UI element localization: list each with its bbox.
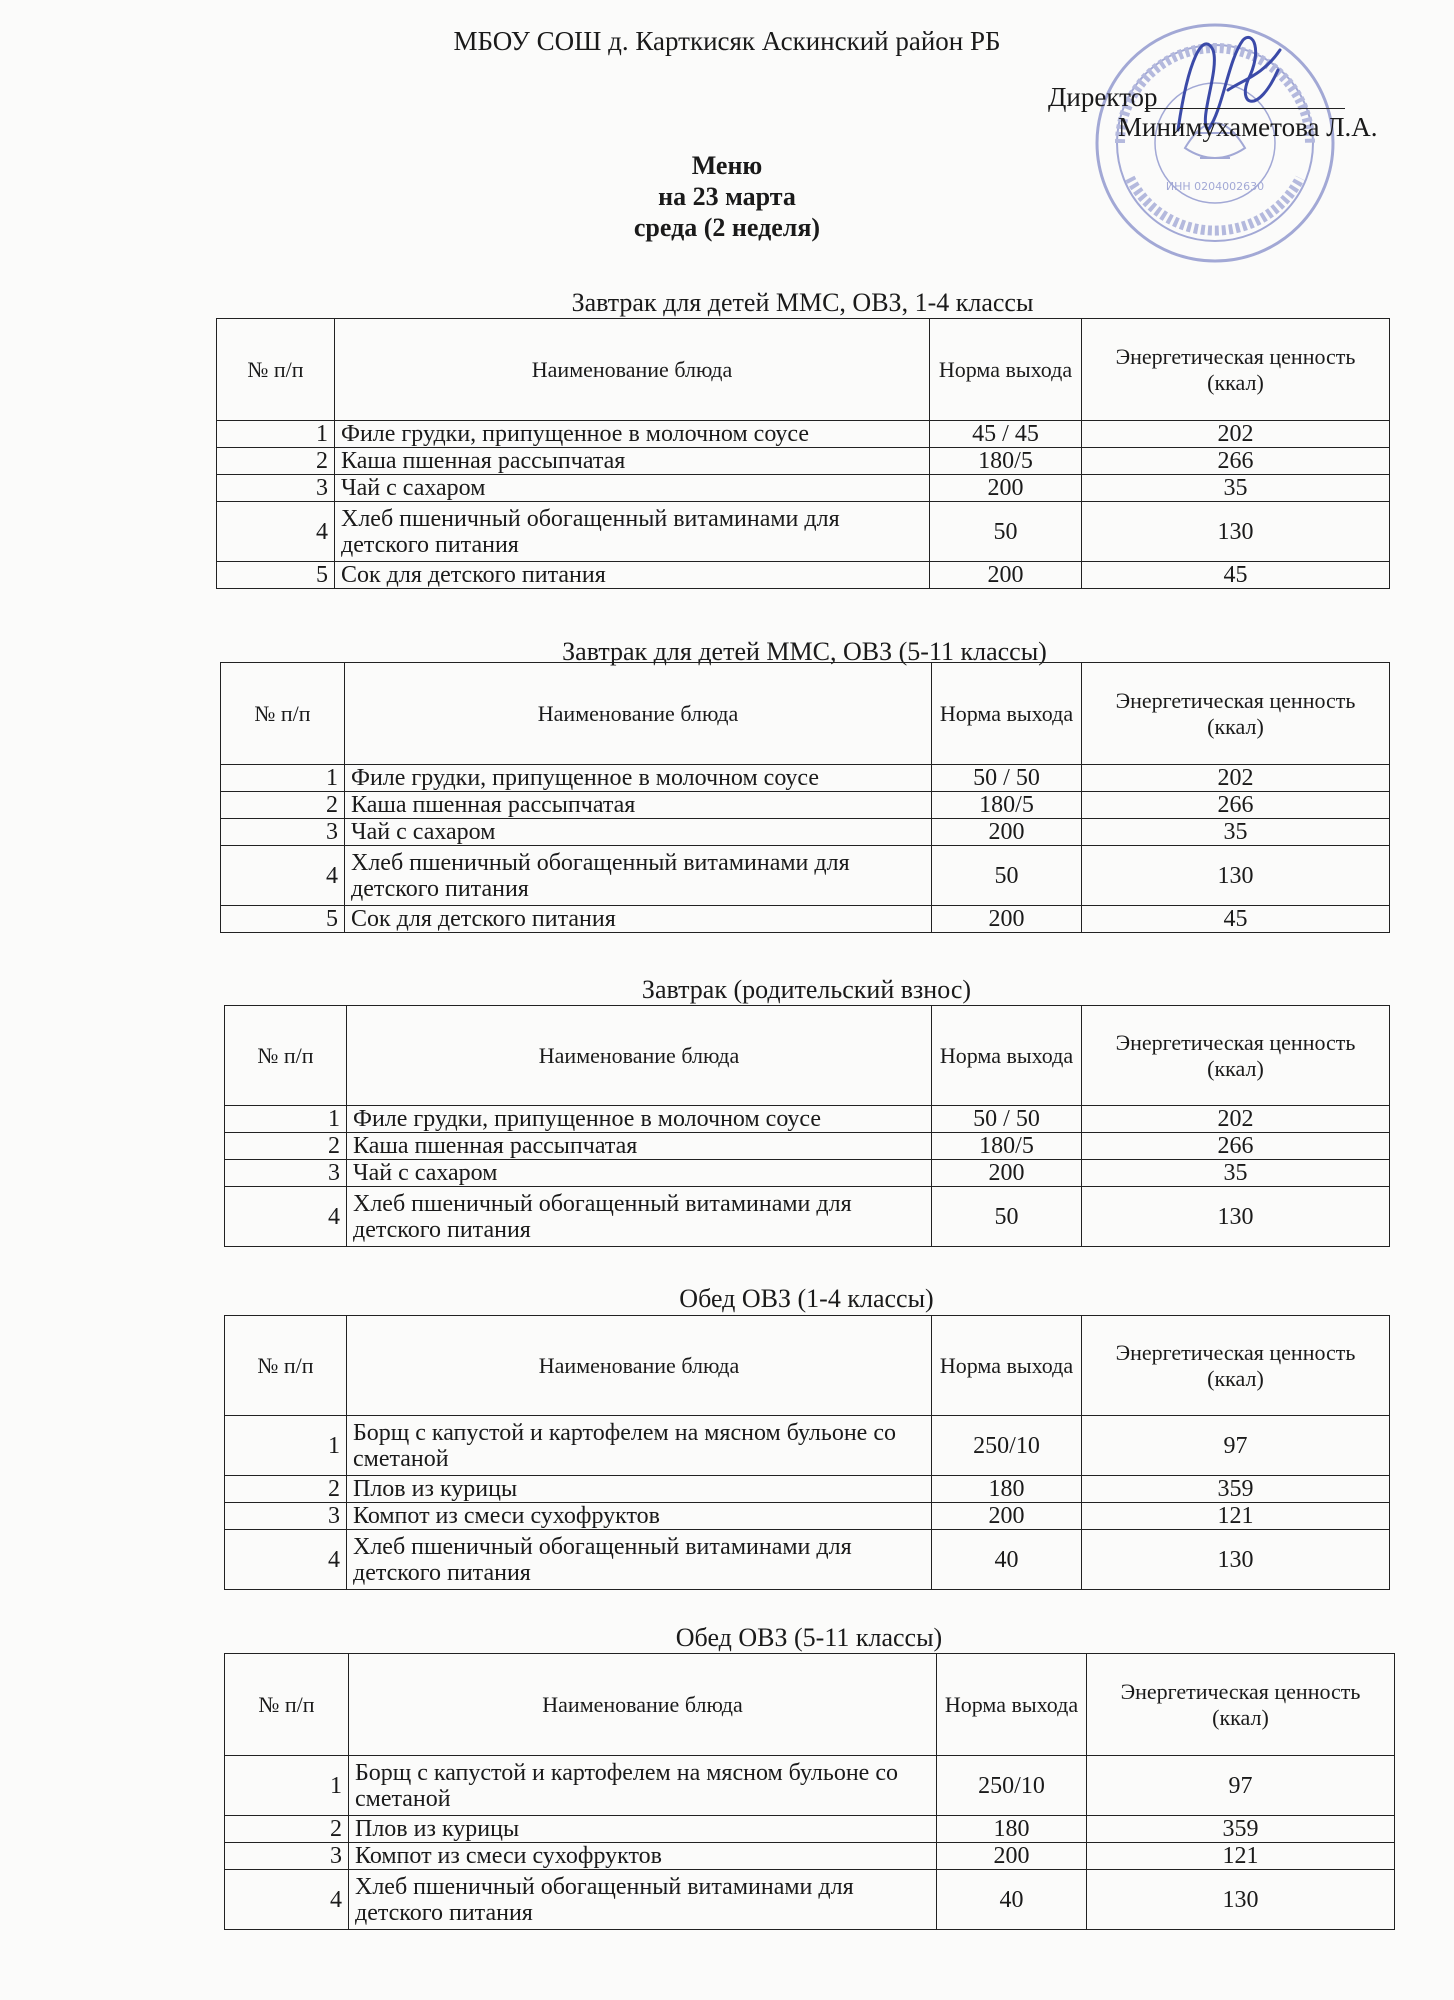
dish-energy: 130 xyxy=(1082,846,1390,906)
column-header-name: Наименование блюда xyxy=(349,1654,937,1756)
table-row xyxy=(225,1416,1390,1476)
column-header-norm: Норма выхода xyxy=(930,319,1082,421)
dish-name: Борщ с капустой и картофелем на мясном бульоне со сметаной xyxy=(349,1756,937,1816)
row-num: 5 xyxy=(221,906,345,933)
row-num: 3 xyxy=(225,1503,347,1530)
row-num: 3 xyxy=(225,1160,347,1187)
column-header-energy: Энергетическая ценность (ккал) xyxy=(1082,1006,1390,1106)
table-row xyxy=(217,475,1390,502)
school-name: МБОУ СОШ д. Карткисяк Аскинский район РБ xyxy=(453,26,1001,56)
menu-table xyxy=(220,662,1390,933)
signature-line xyxy=(1145,108,1345,109)
dish-norm: 200 xyxy=(932,1160,1082,1187)
column-header-energy: Энергетическая ценность (ккал) xyxy=(1082,663,1390,765)
dish-norm: 180 xyxy=(932,1476,1082,1503)
table-row xyxy=(221,792,1390,819)
menu-table xyxy=(216,318,1390,589)
dish-energy: 97 xyxy=(1087,1756,1395,1816)
table-row xyxy=(225,1503,1390,1530)
table-row xyxy=(217,448,1390,475)
row-num: 1 xyxy=(221,765,345,792)
section-title: Завтрак (родительский взнос) xyxy=(641,975,972,1004)
table-row xyxy=(225,1530,1390,1590)
row-num: 1 xyxy=(225,1106,347,1133)
dish-norm: 200 xyxy=(932,819,1082,846)
dish-name: Хлеб пшеничный обогащенный витаминами для детского питания xyxy=(347,1187,932,1247)
dish-norm: 50 / 50 xyxy=(932,765,1082,792)
director-label: Директор xyxy=(1048,82,1158,112)
row-num: 4 xyxy=(217,502,335,562)
dish-energy: 130 xyxy=(1087,1870,1395,1930)
row-num: 2 xyxy=(225,1816,349,1843)
dish-norm: 200 xyxy=(932,1503,1082,1530)
section-title: Завтрак для детей ММС, ОВЗ, 1-4 классы xyxy=(571,288,1034,317)
row-num: 3 xyxy=(225,1843,349,1870)
dish-name: Филе грудки, припущенное в молочном соусе xyxy=(335,421,930,448)
dish-name: Филе грудки, припущенное в молочном соусе xyxy=(345,765,932,792)
dish-energy: 35 xyxy=(1082,819,1390,846)
dish-energy: 202 xyxy=(1082,421,1390,448)
section-title: Завтрак для детей ММС, ОВЗ (5-11 классы) xyxy=(562,637,1047,666)
title-line-1: Меню xyxy=(691,151,763,180)
dish-name: Хлеб пшеничный обогащенный витаминами для детского питания xyxy=(347,1530,932,1590)
column-header-num: № п/п xyxy=(225,1316,347,1416)
dish-energy: 130 xyxy=(1082,1187,1390,1247)
row-num: 2 xyxy=(225,1133,347,1160)
column-header-energy: Энергетическая ценность (ккал) xyxy=(1082,1316,1390,1416)
table-header-row xyxy=(217,319,1390,421)
table-row xyxy=(217,421,1390,448)
dish-name: Каша пшенная рассыпчатая xyxy=(347,1133,932,1160)
title-line-2: на 23 марта xyxy=(658,182,796,211)
row-num: 3 xyxy=(221,819,345,846)
table-row xyxy=(225,1106,1390,1133)
table-header-row xyxy=(225,1316,1390,1416)
table-row xyxy=(221,846,1390,906)
table-header-row xyxy=(221,663,1390,765)
menu-title xyxy=(0,150,1454,243)
dish-norm: 50 xyxy=(932,1187,1082,1247)
dish-norm: 250/10 xyxy=(932,1416,1082,1476)
column-header-name: Наименование блюда xyxy=(345,663,932,765)
dish-name: Плов из курицы xyxy=(349,1816,937,1843)
row-num: 5 xyxy=(217,562,335,589)
dish-energy: 121 xyxy=(1087,1843,1395,1870)
dish-energy: 359 xyxy=(1082,1476,1390,1503)
column-header-name: Наименование блюда xyxy=(347,1006,932,1106)
dish-energy: 266 xyxy=(1082,1133,1390,1160)
column-header-energy: Энергетическая ценность (ккал) xyxy=(1082,319,1390,421)
column-header-num: № п/п xyxy=(221,663,345,765)
dish-norm: 180/5 xyxy=(932,1133,1082,1160)
dish-energy: 130 xyxy=(1082,1530,1390,1590)
table-row xyxy=(225,1843,1395,1870)
table-row xyxy=(225,1870,1395,1930)
dish-norm: 40 xyxy=(932,1530,1082,1590)
dish-norm: 180/5 xyxy=(932,792,1082,819)
table-row xyxy=(225,1187,1390,1247)
dish-energy: 202 xyxy=(1082,1106,1390,1133)
dish-norm: 200 xyxy=(930,562,1082,589)
dish-name: Сок для детского питания xyxy=(335,562,930,589)
table-header-row xyxy=(225,1654,1395,1756)
column-header-energy: Энергетическая ценность (ккал) xyxy=(1087,1654,1395,1756)
dish-name: Чай с сахаром xyxy=(335,475,930,502)
dish-name: Плов из курицы xyxy=(347,1476,932,1503)
row-num: 4 xyxy=(225,1187,347,1247)
table-row xyxy=(225,1756,1395,1816)
table-row xyxy=(221,819,1390,846)
stamp-inn-text: ИНН 0204002630 xyxy=(1165,180,1265,193)
dish-energy: 97 xyxy=(1082,1416,1390,1476)
dish-name: Филе грудки, припущенное в молочном соусе xyxy=(347,1106,932,1133)
row-num: 1 xyxy=(225,1756,349,1816)
row-num: 1 xyxy=(217,421,335,448)
row-num: 1 xyxy=(225,1416,347,1476)
dish-energy: 121 xyxy=(1082,1503,1390,1530)
table-header-row xyxy=(225,1006,1390,1106)
table-row xyxy=(217,562,1390,589)
column-header-norm: Норма выхода xyxy=(932,1006,1082,1106)
column-header-norm: Норма выхода xyxy=(932,1316,1082,1416)
column-header-norm: Норма выхода xyxy=(932,663,1082,765)
section-title: Обед ОВЗ (5-11 классы) xyxy=(675,1623,943,1652)
section-title: Обед ОВЗ (1-4 классы) xyxy=(679,1284,934,1313)
column-header-num: № п/п xyxy=(217,319,335,421)
dish-name: Каша пшенная рассыпчатая xyxy=(335,448,930,475)
dish-name: Сок для детского питания xyxy=(345,906,932,933)
dish-norm: 200 xyxy=(930,475,1082,502)
table-row xyxy=(221,765,1390,792)
director-name: Минимухаметова Л.А. xyxy=(1118,112,1378,142)
table-row xyxy=(221,906,1390,933)
dish-energy: 35 xyxy=(1082,475,1390,502)
dish-name: Хлеб пшеничный обогащенный витаминами для детского питания xyxy=(345,846,932,906)
dish-energy: 266 xyxy=(1082,448,1390,475)
row-num: 4 xyxy=(225,1870,349,1930)
dish-energy: 130 xyxy=(1082,502,1390,562)
table-row xyxy=(225,1160,1390,1187)
dish-energy: 45 xyxy=(1082,906,1390,933)
row-num: 2 xyxy=(217,448,335,475)
column-header-num: № п/п xyxy=(225,1006,347,1106)
dish-energy: 266 xyxy=(1082,792,1390,819)
menu-table xyxy=(224,1005,1390,1247)
table-row xyxy=(225,1476,1390,1503)
dish-norm: 200 xyxy=(932,906,1082,933)
row-num: 3 xyxy=(217,475,335,502)
dish-norm: 45 / 45 xyxy=(930,421,1082,448)
column-header-name: Наименование блюда xyxy=(347,1316,932,1416)
column-header-norm: Норма выхода xyxy=(937,1654,1087,1756)
dish-norm: 200 xyxy=(937,1843,1087,1870)
dish-norm: 50 / 50 xyxy=(932,1106,1082,1133)
dish-norm: 50 xyxy=(932,846,1082,906)
dish-energy: 202 xyxy=(1082,765,1390,792)
column-header-num: № п/п xyxy=(225,1654,349,1756)
dish-norm: 180/5 xyxy=(930,448,1082,475)
row-num: 4 xyxy=(221,846,345,906)
dish-norm: 180 xyxy=(937,1816,1087,1843)
dish-name: Хлеб пшеничный обогащенный витаминами для детского питания xyxy=(335,502,930,562)
dish-norm: 250/10 xyxy=(937,1756,1087,1816)
row-num: 2 xyxy=(221,792,345,819)
dish-name: Каша пшенная рассыпчатая xyxy=(345,792,932,819)
row-num: 2 xyxy=(225,1476,347,1503)
menu-table xyxy=(224,1653,1395,1930)
dish-energy: 45 xyxy=(1082,562,1390,589)
menu-table xyxy=(224,1315,1390,1590)
dish-name: Компот из смеси сухофруктов xyxy=(349,1843,937,1870)
dish-energy: 35 xyxy=(1082,1160,1390,1187)
dish-norm: 40 xyxy=(937,1870,1087,1930)
dish-name: Компот из смеси сухофруктов xyxy=(347,1503,932,1530)
dish-name: Хлеб пшеничный обогащенный витаминами для детского питания xyxy=(349,1870,937,1930)
dish-name: Чай с сахаром xyxy=(347,1160,932,1187)
dish-name: Чай с сахаром xyxy=(345,819,932,846)
table-row xyxy=(217,502,1390,562)
table-row xyxy=(225,1133,1390,1160)
column-header-name: Наименование блюда xyxy=(335,319,930,421)
title-line-3: среда (2 неделя) xyxy=(633,213,821,242)
dish-energy: 359 xyxy=(1087,1816,1395,1843)
dish-name: Борщ с капустой и картофелем на мясном бульоне со сметаной xyxy=(347,1416,932,1476)
dish-norm: 50 xyxy=(930,502,1082,562)
row-num: 4 xyxy=(225,1530,347,1590)
table-row xyxy=(225,1816,1395,1843)
